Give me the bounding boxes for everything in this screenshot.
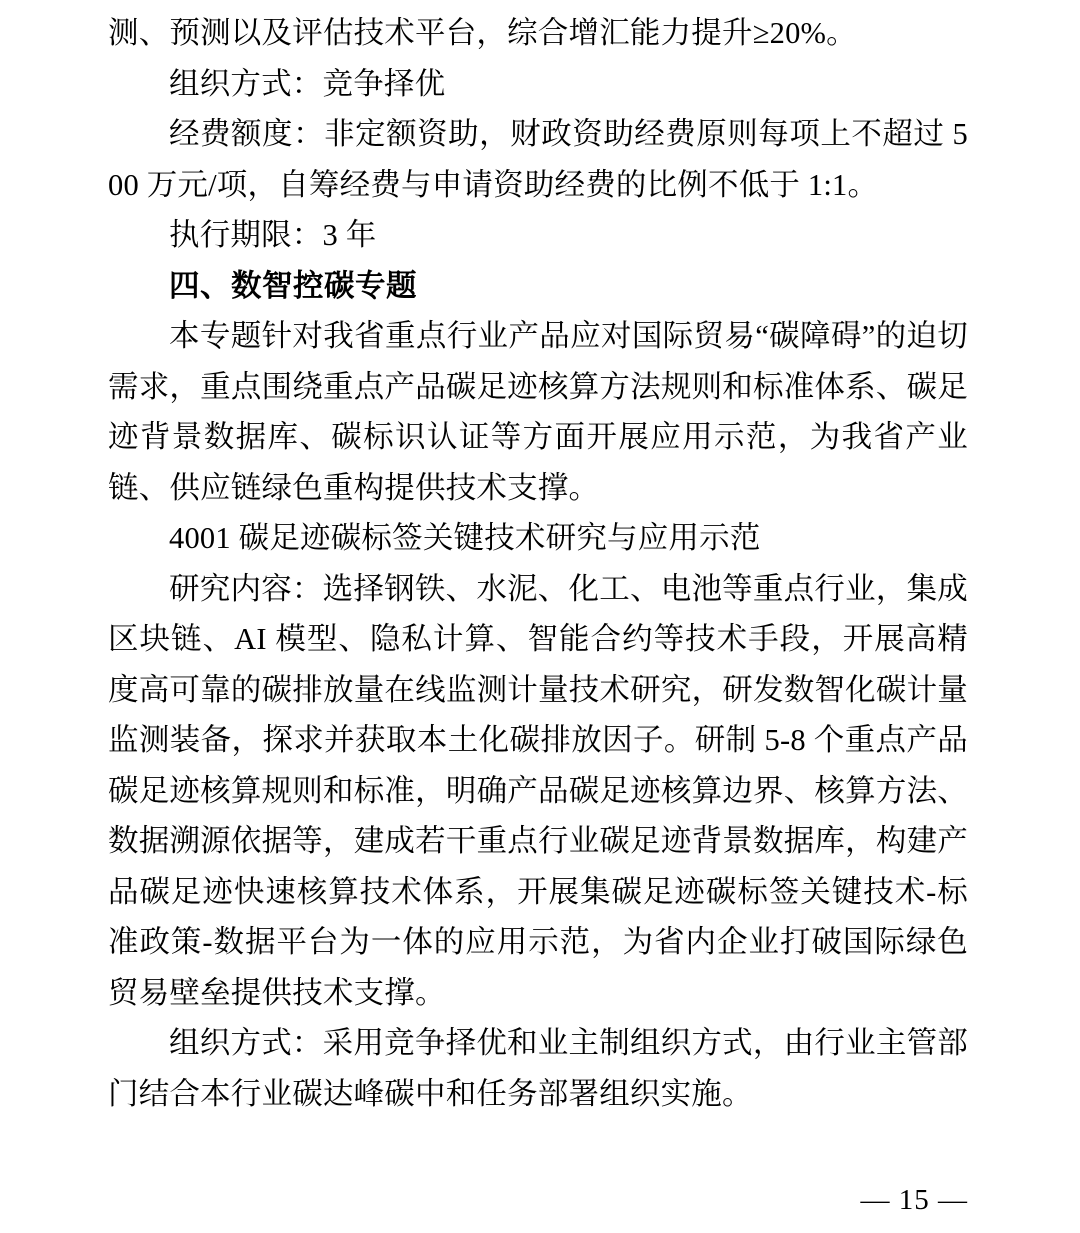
paragraph-research-content: 研究内容：选择钢铁、水泥、化工、电池等重点行业，集成区块链、AI 模型、隐私计算、智能合约等技术手段，开展高精度高可靠的碳排放量在线监测计量技术研究，研发数智化碳计量监测装备，探求并获取本土化碳排放因子。研制 5-8 个重点产品碳足迹核算规则和标准，明确产品碳足迹核算边界、核算方法、数据溯源依据等，建成若干重点行业碳足迹背景数据库，构建产品碳足迹快速核算技术体系，开展集碳足迹碳标签关键技术-标准政策-数据平台为一体的应用示范，为省内企业打破国际绿色贸易壁垒提供技术支撑。 bbox=[108, 571, 968, 1010]
page-number: — 15 — bbox=[860, 1184, 968, 1216]
section-heading: 四、数智控碳专题 bbox=[169, 268, 417, 303]
project-item-title: 4001 碳足迹碳标签关键技术研究与应用示范 bbox=[169, 521, 761, 555]
paragraph-execution-period: 执行期限：3 年 bbox=[169, 218, 377, 252]
paragraph-organization-mode-2: 组织方式：采用竞争择优和业主制组织方式，由行业主管部门结合本行业碳达峰碳中和任务部署组织实施。 bbox=[108, 1026, 968, 1111]
paragraph-section-intro: 本专题针对我省重点行业产品应对国际贸易“碳障碍”的迫切需求，重点围绕重点产品碳足迹核算方法规则和标准体系、碳足迹背景数据库、碳标识认证等方面开展应用示范，为我省产业链、供应链绿色重构提供技术支撑。 bbox=[108, 319, 968, 505]
paragraph-funding-amount: 经费额度：非定额资助，财政资助经费原则每项上不超过 500 万元/项，自筹经费与申请资助经费的比例不低于 1:1。 bbox=[108, 117, 968, 202]
paragraph-organization-mode: 组织方式：竞争择优 bbox=[169, 66, 446, 101]
paragraph-continuation: 测、预测以及评估技术平台，综合增汇能力提升≥20%。 bbox=[108, 16, 857, 50]
document-body bbox=[108, 0, 968, 1119]
